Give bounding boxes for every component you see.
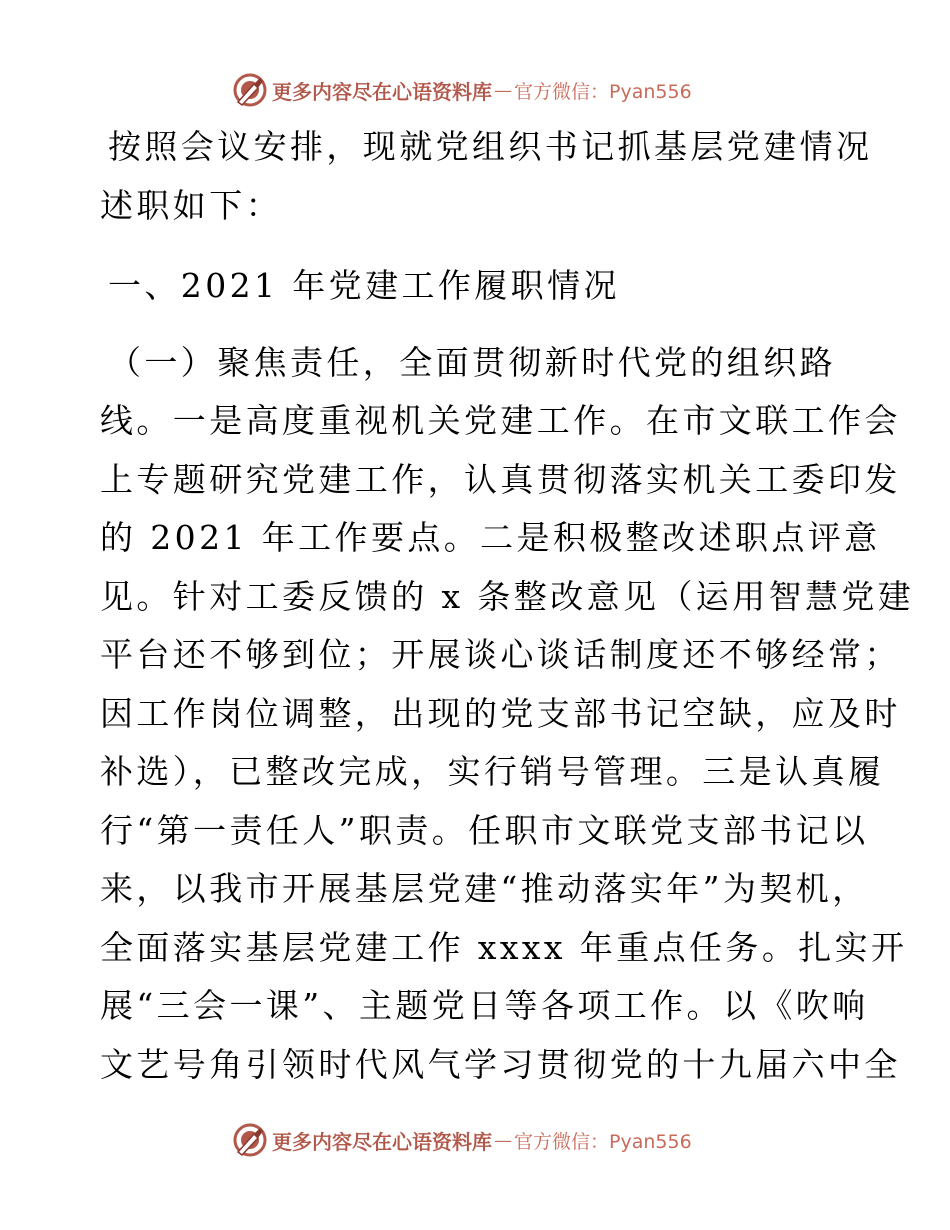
- intro-line: 述职如下：: [100, 185, 282, 225]
- watermark-main-text: 更多内容尽在心语资料库: [272, 79, 492, 104]
- section-line: 来，以我市开展基层党建“推动落实年”为契机，: [100, 869, 869, 908]
- watermark-main-text: 更多内容尽在心语资料库: [272, 1129, 492, 1154]
- watermark-header: [232, 72, 692, 108]
- watermark-footer: [232, 1122, 692, 1158]
- section-heading: 一、2021 年党建工作履职情况: [108, 266, 620, 305]
- section-line: 文艺号角引领时代风气学习贯彻党的十九届六中全: [100, 1044, 901, 1084]
- section-line: 见。针对工委反馈的 x 条整改意见（运用智慧党建: [100, 576, 915, 616]
- watermark-dash: —: [494, 79, 512, 101]
- pen-logo-icon: [232, 1122, 268, 1158]
- section-line: 上专题研究党建工作，认真贯彻落实机关工委印发: [100, 459, 901, 499]
- section-line: 展“三会一课”、主题党日等各项工作。以《吹响: [100, 986, 869, 1025]
- section-line: 的 2021 年工作要点。二是积极整改述职点评意: [100, 518, 881, 557]
- section-line: 因工作岗位调整，出现的党支部书记空缺，应及时: [100, 693, 901, 733]
- section-line: 线。一是高度重视机关党建工作。在市文联工作会: [100, 401, 901, 440]
- section-line: 平台还不够到位；开展谈心谈话制度还不够经常；: [100, 635, 901, 674]
- section-line: （一）聚焦责任，全面贯彻新时代党的组织路: [108, 342, 836, 382]
- watermark-sub-text: 官方微信：Pyan556: [514, 80, 692, 103]
- section-line: 补选），已整改完成，实行销号管理。三是认真履: [100, 752, 885, 791]
- section-line: 全面落实基层党建工作 xxxx 年重点任务。扎实开: [100, 927, 908, 967]
- intro-line: 按照会议安排，现就党组织书记抓基层党建情况: [108, 127, 873, 166]
- document-body: [100, 118, 915, 1094]
- section-line: 行“第一责任人”职责。任职市文联党支部书记以: [100, 810, 869, 850]
- watermark-sub-text: 官方微信：Pyan556: [514, 1130, 692, 1153]
- watermark-dash: —: [494, 1129, 512, 1151]
- pen-logo-icon: [232, 72, 268, 108]
